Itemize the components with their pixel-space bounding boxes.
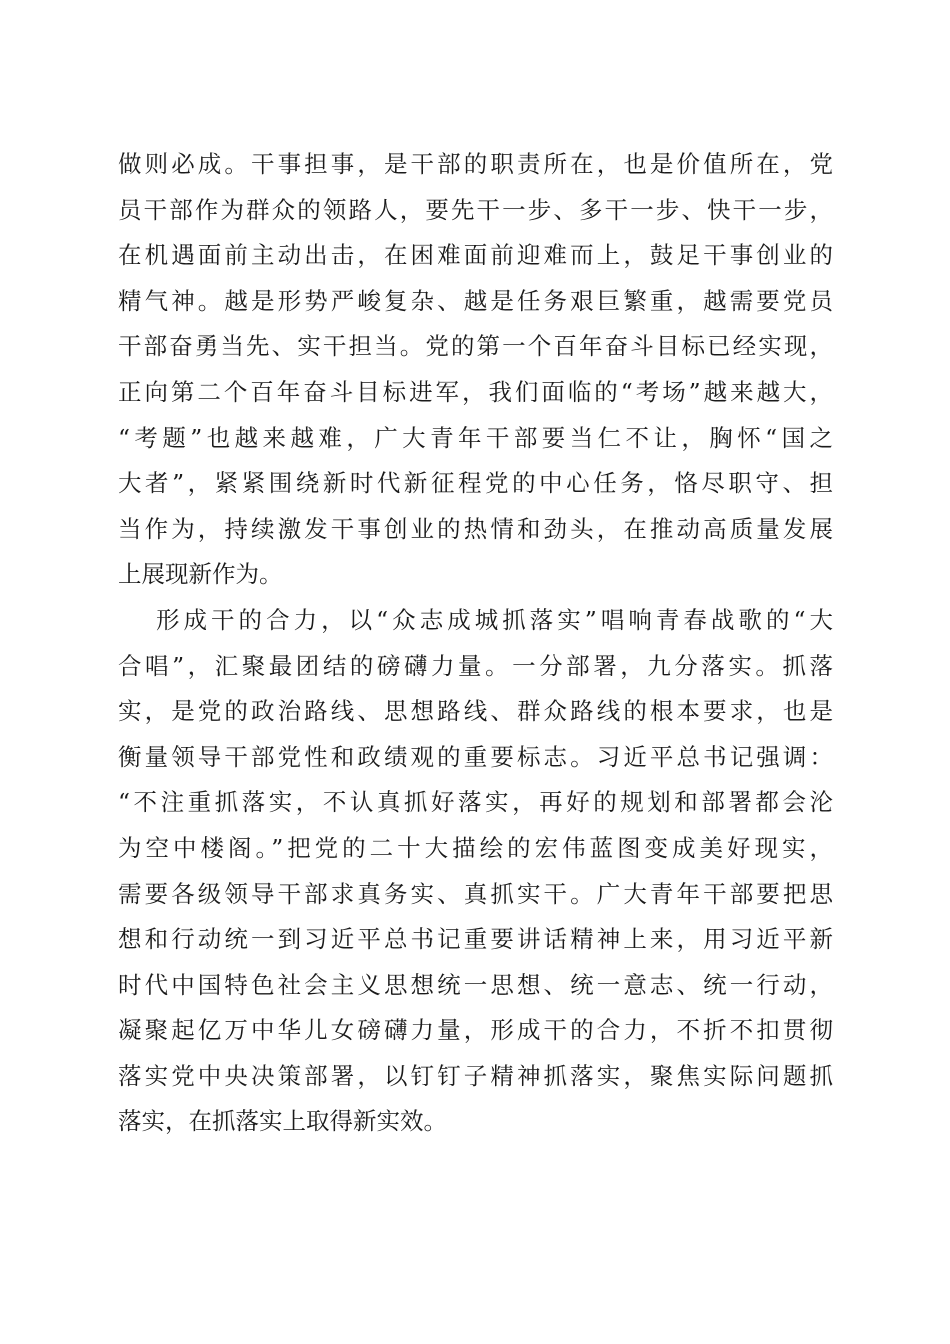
text-line: 落实，在抓落实上取得新实效。 [118,1107,447,1136]
paragraph-1 [118,142,833,598]
text-line: 在机遇面前主动出击，在困难面前迎难而上，鼓足干事创业的 [118,241,833,270]
text-line: 精气神。越是形势严峻复杂、越是任务艰巨繁重，越需要党员 [118,286,833,315]
text-line: 时代中国特色社会主义思想统一思想、统一意志、统一行动， [118,970,833,999]
text-line: 为空中楼阁。”把党的二十大描绘的宏伟蓝图变成美好现实， [118,833,833,862]
text-line: 做则必成。干事担事，是干部的职责所在，也是价值所在，党 [118,150,833,178]
text-line: 形成干的合力，以“众志成城抓落实”唱响青春战歌的“大 [156,605,833,634]
paragraph-2 [118,598,833,1145]
text-line: 实，是党的政治路线、思想路线、群众路线的根本要求，也是 [118,697,833,726]
text-line: 凝聚起亿万中华儿女磅礴力量，形成干的合力，不折不扣贯彻 [118,1016,833,1045]
text-line: “不注重抓落实，不认真抓好落实，再好的规划和部署都会沦 [118,788,833,817]
text-line: “考题”也越来越难，广大青年干部要当仁不让，胸怀“国之 [118,423,833,452]
text-line: 合唱”，汇聚最团结的磅礴力量。一分部署，九分落实。抓落 [118,651,833,680]
text-line: 上展现新作为。 [118,560,283,589]
text-line: 衡量领导干部党性和政绩观的重要标志。习近平总书记强调： [118,742,833,771]
text-line: 大者”，紧紧围绕新时代新征程党的中心任务，恪尽职守、担 [118,469,833,498]
text-line: 员干部作为群众的领路人，要先干一步、多干一步、快干一步， [118,195,833,224]
text-line: 需要各级领导干部求真务实、真抓实干。广大青年干部要把思 [118,879,833,908]
text-line: 当作为，持续激发干事创业的热情和劲头，在推动高质量发展 [118,514,833,543]
text-line: 正向第二个百年奋斗目标进军，我们面临的“考场”越来越大， [118,377,833,406]
text-line: 干部奋勇当先、实干担当。党的第一个百年奋斗目标已经实现， [118,332,833,361]
text-line: 想和行动统一到习近平总书记重要讲话精神上来，用习近平新 [118,925,833,954]
document-body [118,142,833,1145]
text-line: 落实党中央决策部署，以钉钉子精神抓落实，聚焦实际问题抓 [118,1061,833,1090]
